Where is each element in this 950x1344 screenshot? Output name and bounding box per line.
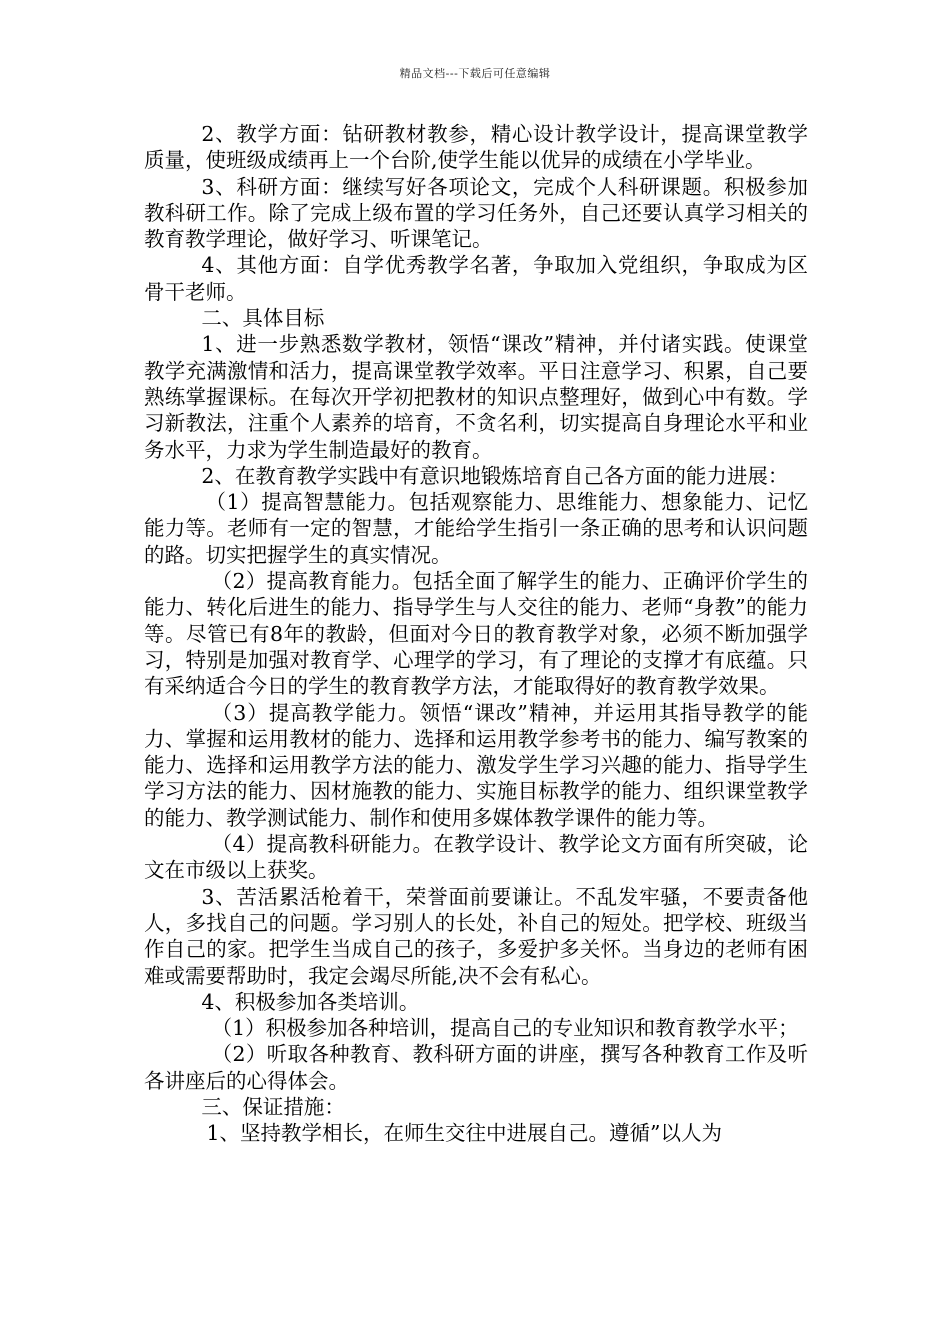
- paragraph-other: 4、其他方面：自学优秀教学名著，争取加入党组织，争取成为区骨干老师。: [144, 253, 808, 304]
- page-header: 精品文档---下载后可任意编辑: [399, 67, 551, 80]
- paragraph-goal-2-item-2: （2）提高教育能力。包括全面了解学生的能力、正确评价学生的能力、转化后进生的能力、指导学生与人交往的能力、老师“身教”的能力等。尽管已有8年的教龄，但面对今日的教育教学对象，必须不断加强学习，特别是加强对教育学、心理学的学习，有了理论的支撑才有底蕴。只有采纳适合今日的学生的教育教学方法，才能取得好的教育教学效果。: [144, 569, 808, 699]
- paragraph-goal-3: 3、苦活累活枪着干，荣誉面前要谦让。不乱发牢骚，不要责备他人，多找自己的问题。学习别人的长处，补自己的短处。把学校、班级当作自己的家。把学生当成自己的孩子，多爱护多关怀。当身边的老师有困难或需要帮助时，我定会竭尽所能,决不会有私心。: [144, 884, 808, 988]
- paragraph-goal-4-item-1: （1）积极参加各种培训，提高自己的专业知识和教育教学水平；: [211, 1016, 799, 1041]
- paragraph-goal-4-item-2: （2）听取各种教育、教科研方面的讲座，撰写各种教育工作及听各讲座后的心得体会。: [144, 1042, 808, 1093]
- paragraph-goal-4: 4、积极参加各类培训。: [201, 989, 420, 1014]
- paragraph-research: 3、科研方面：继续写好各项论文，完成个人科研课题。积极参加教科研工作。除了完成上级布置的学习任务外，自己还要认真学习相关的教育教学理论，做好学习、听课笔记。: [144, 174, 808, 252]
- paragraph-teaching: 2、教学方面：钻研教材教参，精心设计教学设计，提高课堂教学质量，使班级成绩再上一个台阶,使学生能以优异的成绩在小学毕业。: [144, 122, 808, 173]
- document-body: [144, 121, 808, 1147]
- paragraph-measure-1: 1、坚持教学相长，在师生交往中进展自己。遵循”以人为: [206, 1121, 723, 1146]
- paragraph-goal-2-item-3: （3）提高教学能力。领悟“课改”精神，并运用其指导教学的能力、掌握和运用教材的能力、选择和运用教学参考书的能力、编写教案的能力、选择和运用教学方法的能力、激发学生学习兴趣的能力、指导学生学习方法的能力、因材施教的能力、实施目标教学的能力、组织课堂教学的能力、教学测试能力、制作和使用多媒体教学课件的能力等。: [144, 700, 808, 830]
- section-heading-specific-goals: 二、具体目标: [201, 306, 325, 331]
- paragraph-goal-1: 1、进一步熟悉数学教材，领悟“课改”精神，并付诸实践。使课堂教学充满激情和活力，提高课堂教学效率。平日注意学习、积累，自己要熟练掌握课标。在每次开学初把教材的知识点整理好，做到心中有数。学习新教法，注重个人素养的培育，不贪名利，切实提高自身理论水平和业务水平，力求为学生制造最好的教育。: [144, 332, 808, 462]
- paragraph-goal-2-item-4: （4）提高教科研能力。在教学设计、教学论文方面有所突破，论文在市级以上获奖。: [144, 832, 808, 883]
- paragraph-goal-2: 2、在教育教学实践中有意识地锻炼培育自己各方面的能力进展：: [201, 463, 789, 488]
- section-heading-measures: 三、保证措施：: [201, 1094, 345, 1119]
- paragraph-goal-2-item-1: （1）提高智慧能力。包括观察能力、思维能力、想象能力、记忆能力等。老师有一定的智慧，才能给学生指引一条正确的思考和认识问题的路。切实把握学生的真实情况。: [144, 490, 808, 567]
